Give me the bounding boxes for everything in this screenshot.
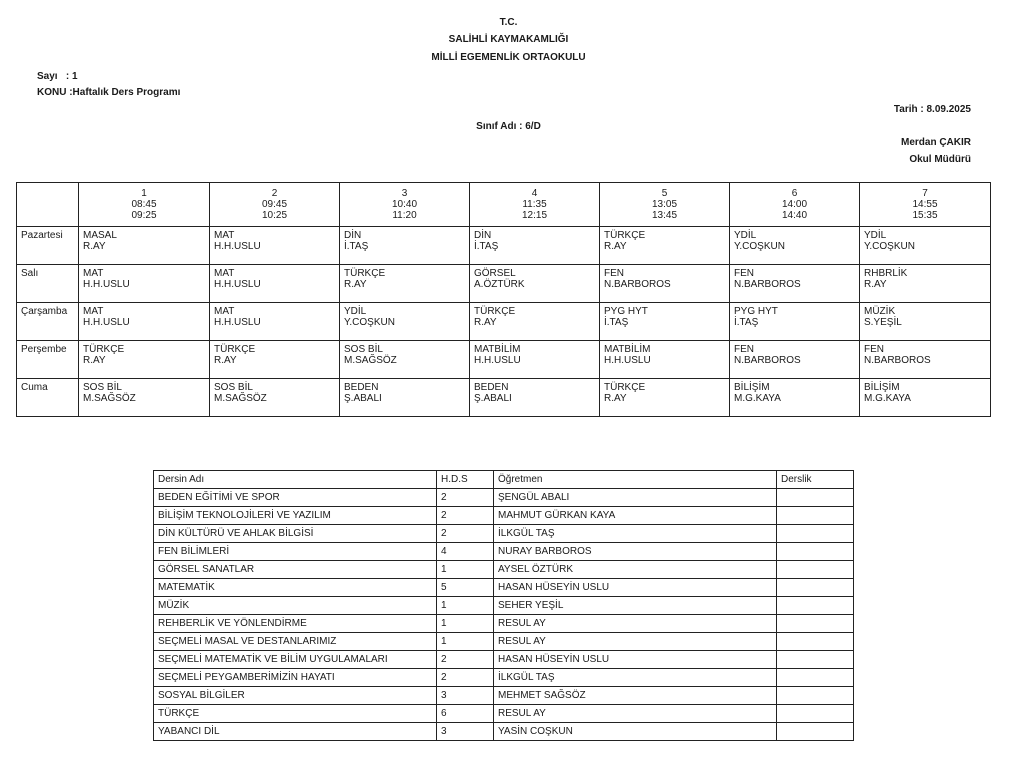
course-row: [154, 723, 854, 741]
lesson-name: TÜRKÇE: [83, 344, 125, 355]
lesson-name: FEN: [734, 344, 754, 355]
lesson-name: DİN: [474, 230, 492, 241]
course-name: SOSYAL BİLGİLER: [154, 687, 437, 705]
lesson-name: BEDEN: [474, 382, 509, 393]
lesson-name: PYG HYT: [604, 306, 648, 317]
classroom: [777, 615, 854, 633]
course-name: SEÇMELİ MASAL VE DESTANLARIMIZ: [154, 633, 437, 651]
schedule-day-row: [17, 265, 991, 303]
weekly-hours: 2: [437, 669, 494, 687]
teacher-abbrev: İ.TAŞ: [604, 317, 629, 328]
teacher-abbrev: Ş.ABALI: [474, 393, 512, 404]
lesson-name: MATBİLİM: [474, 344, 521, 355]
weekly-hours: 5: [437, 579, 494, 597]
lesson-name: FEN: [734, 268, 754, 279]
lesson-cell: [600, 227, 730, 265]
lesson-cell: [79, 265, 210, 303]
course-row: [154, 525, 854, 543]
teacher-name: MAHMUT GÜRKAN KAYA: [494, 507, 777, 525]
lesson-name: TÜRKÇE: [344, 268, 386, 279]
teacher-abbrev: H.H.USLU: [83, 279, 130, 290]
course-row: [154, 489, 854, 507]
lesson-cell: [470, 303, 600, 341]
teacher-abbrev: A.ÖZTÜRK: [474, 279, 525, 290]
course-row: [154, 687, 854, 705]
day-name: Pazartesi: [17, 227, 79, 265]
schedule-header-row: [17, 183, 991, 227]
classroom: [777, 633, 854, 651]
classroom-header: Derslik: [777, 471, 854, 489]
course-row: [154, 597, 854, 615]
day-name: Cuma: [17, 379, 79, 417]
lesson-name: FEN: [864, 344, 884, 355]
teacher-abbrev: İ.TAŞ: [344, 241, 369, 252]
weekly-hours: 1: [437, 615, 494, 633]
lesson-name: TÜRKÇE: [214, 344, 256, 355]
lesson-name: TÜRKÇE: [604, 230, 646, 241]
course-name: GÖRSEL SANATLAR: [154, 561, 437, 579]
lesson-name: BİLİŞİM: [734, 382, 770, 393]
schedule-day-row: [17, 303, 991, 341]
lesson-cell: [600, 303, 730, 341]
course-name: YABANCI DİL: [154, 723, 437, 741]
weekly-hours-header: H.D.S: [437, 471, 494, 489]
lesson-cell: [210, 303, 340, 341]
teacher-abbrev: H.H.USLU: [214, 241, 261, 252]
classroom: [777, 561, 854, 579]
weekly-hours: 2: [437, 489, 494, 507]
teacher-abbrev: Y.COŞKUN: [344, 317, 395, 328]
lesson-cell: [730, 265, 860, 303]
classroom: [777, 489, 854, 507]
lesson-cell: [730, 227, 860, 265]
teacher-abbrev: R.AY: [604, 393, 627, 404]
teacher-abbrev: H.H.USLU: [604, 355, 651, 366]
course-name: BİLİŞİM TEKNOLOJİLERİ VE YAZILIM: [154, 507, 437, 525]
header-district: SALİHLİ KAYMAKAMLIĞI: [448, 34, 569, 45]
schedule-day-row: [17, 379, 991, 417]
teacher-name: RESUL AY: [494, 705, 777, 723]
teacher-abbrev: R.AY: [474, 317, 497, 328]
lesson-name: MAT: [214, 268, 235, 279]
weekly-hours: 3: [437, 687, 494, 705]
lesson-name: YDİL: [734, 230, 757, 241]
weekly-hours: 3: [437, 723, 494, 741]
teacher-abbrev: M.SAĞSÖZ: [83, 393, 136, 404]
teacher-abbrev: İ.TAŞ: [734, 317, 759, 328]
document-date: Tarih : 8.09.2025: [893, 104, 971, 115]
teacher-abbrev: R.AY: [344, 279, 367, 290]
lesson-cell: [79, 303, 210, 341]
lesson-cell: [210, 227, 340, 265]
document-number: Sayı : 1: [37, 71, 78, 82]
lesson-name: MASAL: [83, 230, 117, 241]
weekly-hours: 4: [437, 543, 494, 561]
period-header: 6 14:00 14:40: [730, 183, 860, 227]
course-row: [154, 669, 854, 687]
weekly-hours: 2: [437, 525, 494, 543]
weekly-schedule-table: [16, 182, 991, 417]
teacher-name: MEHMET SAĞSÖZ: [494, 687, 777, 705]
teacher-name: AYSEL ÖZTÜRK: [494, 561, 777, 579]
teacher-name: İLKGÜL TAŞ: [494, 525, 777, 543]
course-name: SEÇMELİ MATEMATİK VE BİLİM UYGULAMALARI: [154, 651, 437, 669]
teacher-abbrev: Y.COŞKUN: [734, 241, 785, 252]
course-row: [154, 561, 854, 579]
course-row: [154, 615, 854, 633]
schedule-day-row: [17, 341, 991, 379]
lesson-cell: [470, 227, 600, 265]
lesson-cell: [730, 341, 860, 379]
lesson-cell: [860, 341, 991, 379]
lesson-name: YDİL: [344, 306, 367, 317]
period-header: 3 10:40 11:20: [340, 183, 470, 227]
class-name: Sınıf Adı : 6/D: [476, 121, 541, 132]
lesson-cell: [470, 265, 600, 303]
classroom: [777, 543, 854, 561]
course-row: [154, 651, 854, 669]
teacher-abbrev: S.YEŞİL: [864, 317, 902, 328]
course-row: [154, 543, 854, 561]
lesson-name: PYG HYT: [734, 306, 778, 317]
lesson-name: GÖRSEL: [474, 268, 516, 279]
lesson-name: BEDEN: [344, 382, 379, 393]
teacher-abbrev: R.AY: [214, 355, 237, 366]
lesson-name: TÜRKÇE: [604, 382, 646, 393]
weekly-hours: 2: [437, 507, 494, 525]
lesson-name: MAT: [83, 268, 104, 279]
course-list-table: [153, 470, 854, 741]
lesson-name: RHBRLİK: [864, 268, 908, 279]
principal-title: Okul Müdürü: [909, 154, 971, 165]
lesson-cell: [79, 341, 210, 379]
teacher-name: HASAN HÜSEYİN USLU: [494, 651, 777, 669]
schedule-day-row: [17, 227, 991, 265]
weekly-hours: 1: [437, 597, 494, 615]
header-tc: T.C.: [499, 17, 518, 28]
teacher-name: YASİN COŞKUN: [494, 723, 777, 741]
course-row: [154, 705, 854, 723]
classroom: [777, 651, 854, 669]
lesson-name: SOS BİL: [83, 382, 122, 393]
teacher-name: RESUL AY: [494, 615, 777, 633]
lesson-cell: [340, 227, 470, 265]
lesson-name: TÜRKÇE: [474, 306, 516, 317]
header-school: MİLLİ EGEMENLİK ORTAOKULU: [431, 52, 586, 63]
lesson-name: FEN: [604, 268, 624, 279]
teacher-abbrev: H.H.USLU: [474, 355, 521, 366]
lesson-name: MAT: [214, 230, 235, 241]
weekly-hours: 6: [437, 705, 494, 723]
classroom: [777, 597, 854, 615]
lesson-name: SOS BİL: [344, 344, 383, 355]
period-header: 1 08:45 09:25: [79, 183, 210, 227]
teacher-name: NURAY BARBOROS: [494, 543, 777, 561]
lesson-name: SOS BİL: [214, 382, 253, 393]
teacher-abbrev: N.BARBOROS: [864, 355, 931, 366]
lesson-cell: [730, 379, 860, 417]
course-row: [154, 507, 854, 525]
course-name: TÜRKÇE: [154, 705, 437, 723]
lesson-cell: [600, 265, 730, 303]
teacher-abbrev: N.BARBOROS: [734, 279, 801, 290]
teacher-abbrev: H.H.USLU: [83, 317, 130, 328]
course-row: [154, 633, 854, 651]
lesson-name: DİN: [344, 230, 362, 241]
course-name: MÜZİK: [154, 597, 437, 615]
course-name: SEÇMELİ PEYGAMBERİMİZİN HAYATI: [154, 669, 437, 687]
classroom: [777, 507, 854, 525]
course-name: DİN KÜLTÜRÜ VE AHLAK BİLGİSİ: [154, 525, 437, 543]
lesson-cell: [470, 379, 600, 417]
day-name: Çarşamba: [17, 303, 79, 341]
teacher-abbrev: Y.COŞKUN: [864, 241, 915, 252]
classroom: [777, 705, 854, 723]
lesson-name: MAT: [83, 306, 104, 317]
course-row: [154, 579, 854, 597]
lesson-cell: [600, 379, 730, 417]
document-subject: KONU :Haftalık Ders Programı: [37, 87, 181, 98]
lesson-cell: [860, 265, 991, 303]
lesson-name: YDİL: [864, 230, 887, 241]
classroom: [777, 723, 854, 741]
lesson-cell: [210, 341, 340, 379]
lesson-cell: [340, 265, 470, 303]
teacher-abbrev: M.G.KAYA: [864, 393, 911, 404]
course-name: REHBERLİK VE YÖNLENDİRME: [154, 615, 437, 633]
teacher-abbrev: R.AY: [604, 241, 627, 252]
teacher-abbrev: M.SAĞSÖZ: [344, 355, 397, 366]
lesson-cell: [210, 265, 340, 303]
lesson-name: MÜZİK: [864, 306, 896, 317]
lesson-cell: [470, 341, 600, 379]
lesson-cell: [79, 227, 210, 265]
teacher-abbrev: Ş.ABALI: [344, 393, 382, 404]
classroom: [777, 579, 854, 597]
teacher-name: RESUL AY: [494, 633, 777, 651]
teacher-abbrev: M.SAĞSÖZ: [214, 393, 267, 404]
lesson-name: MAT: [214, 306, 235, 317]
teacher-abbrev: R.AY: [83, 241, 106, 252]
day-name: Salı: [17, 265, 79, 303]
course-name-header: Dersin Adı: [154, 471, 437, 489]
principal-name: Merdan ÇAKIR: [900, 137, 971, 148]
teacher-name: ŞENGÜL ABALI: [494, 489, 777, 507]
lesson-name: BİLİŞİM: [864, 382, 900, 393]
lesson-cell: [600, 341, 730, 379]
course-name: FEN BİLİMLERİ: [154, 543, 437, 561]
teacher-header: Öğretmen: [494, 471, 777, 489]
teacher-abbrev: N.BARBOROS: [604, 279, 671, 290]
classroom: [777, 669, 854, 687]
course-name: BEDEN EĞİTİMİ VE SPOR: [154, 489, 437, 507]
lesson-cell: [79, 379, 210, 417]
weekly-hours: 2: [437, 651, 494, 669]
period-header: 2 09:45 10:25: [210, 183, 340, 227]
teacher-abbrev: İ.TAŞ: [474, 241, 499, 252]
lesson-cell: [340, 379, 470, 417]
teacher-name: HASAN HÜSEYİN USLU: [494, 579, 777, 597]
classroom: [777, 525, 854, 543]
period-header: 7 14:55 15:35: [860, 183, 991, 227]
lesson-cell: [210, 379, 340, 417]
teacher-abbrev: N.BARBOROS: [734, 355, 801, 366]
teacher-abbrev: R.AY: [864, 279, 887, 290]
teacher-abbrev: H.H.USLU: [214, 279, 261, 290]
corner-cell: [17, 183, 79, 227]
lesson-cell: [860, 379, 991, 417]
lesson-name: MATBİLİM: [604, 344, 651, 355]
teacher-abbrev: R.AY: [83, 355, 106, 366]
teacher-name: SEHER YEŞİL: [494, 597, 777, 615]
lesson-cell: [730, 303, 860, 341]
course-header-row: [154, 471, 854, 489]
lesson-cell: [860, 303, 991, 341]
teacher-abbrev: H.H.USLU: [214, 317, 261, 328]
period-header: 4 11:35 12:15: [470, 183, 600, 227]
lesson-cell: [860, 227, 991, 265]
weekly-hours: 1: [437, 633, 494, 651]
teacher-abbrev: M.G.KAYA: [734, 393, 781, 404]
classroom: [777, 687, 854, 705]
weekly-hours: 1: [437, 561, 494, 579]
period-header: 5 13:05 13:45: [600, 183, 730, 227]
lesson-cell: [340, 341, 470, 379]
course-name: MATEMATİK: [154, 579, 437, 597]
lesson-cell: [340, 303, 470, 341]
teacher-name: İLKGÜL TAŞ: [494, 669, 777, 687]
day-name: Perşembe: [17, 341, 79, 379]
